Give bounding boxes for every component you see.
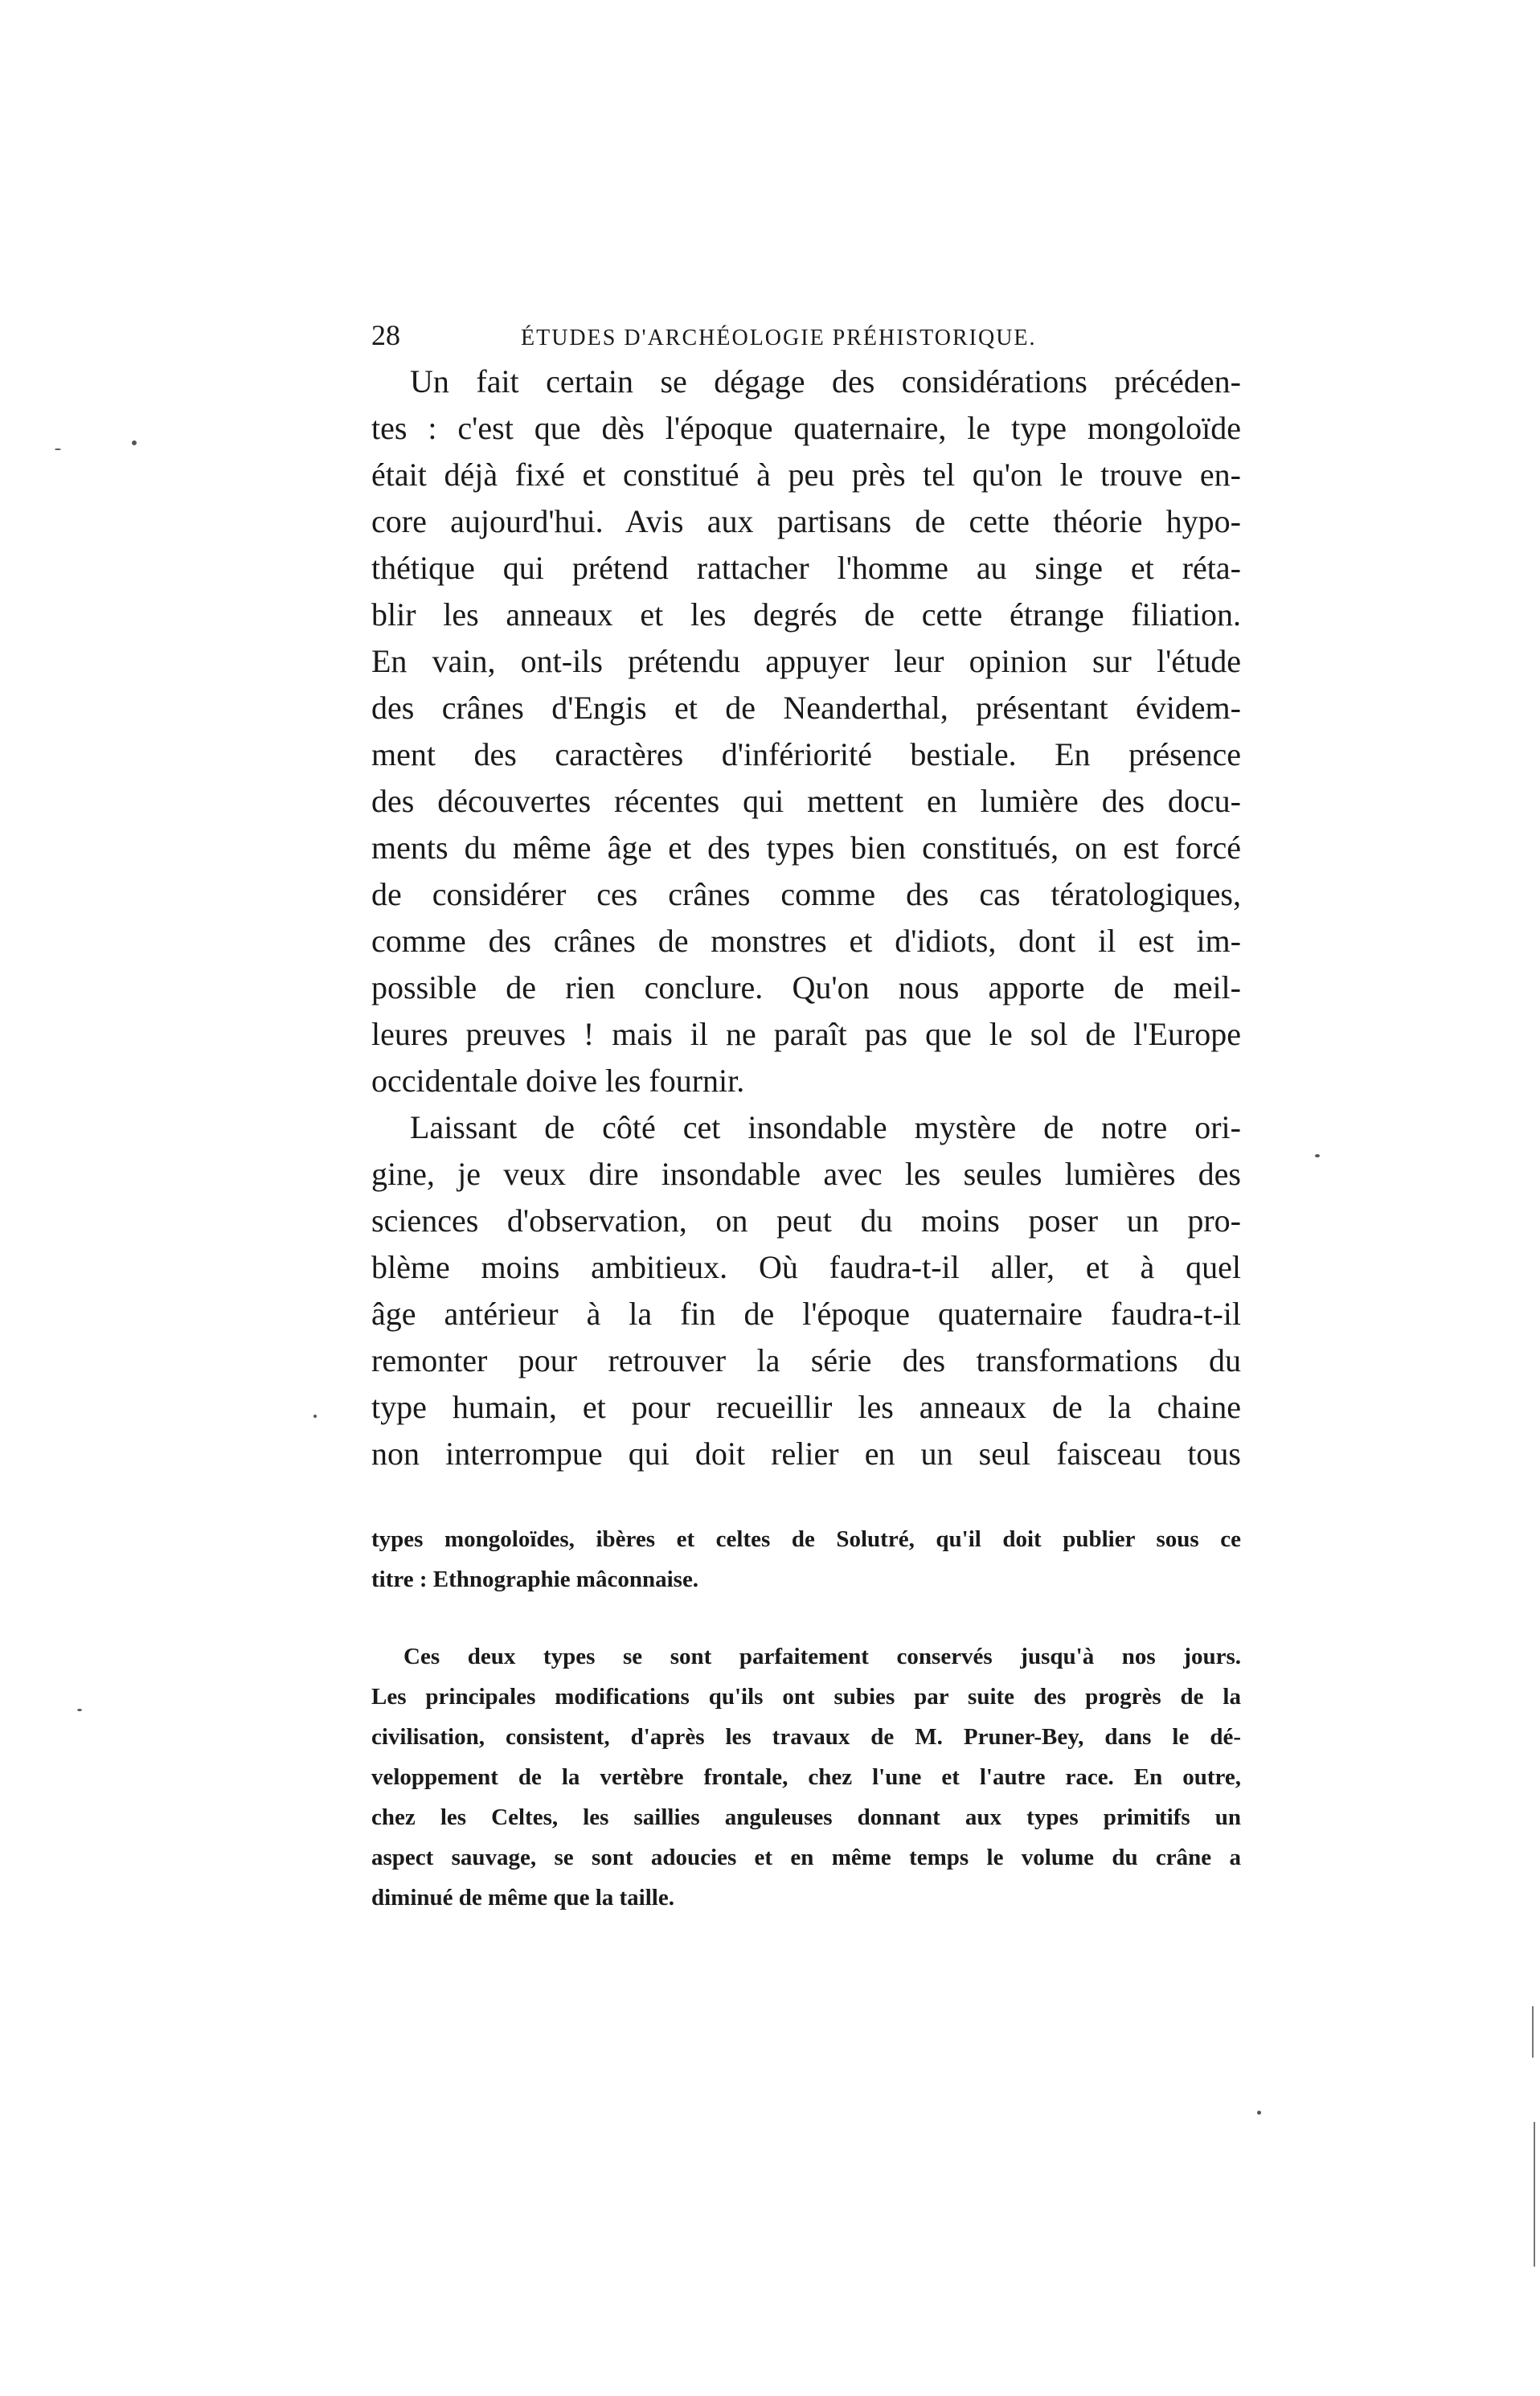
paragraph-line: blir les anneaux et les degrés de cette étrange filiation. [371, 596, 1241, 633]
ink-speck [55, 448, 61, 450]
paragraph-line: tes : c'est que dès l'époque quaternaire, le type mongoloïde [371, 410, 1241, 446]
paragraph-line: sciences d'observation, on peut du moins poser un pro- [371, 1202, 1241, 1239]
paragraph-line: thétique qui prétend rattacher l'homme au singe et réta- [371, 550, 1241, 586]
paragraph-line: En vain, ont-ils prétendu appuyer leur opinion sur l'étude [371, 643, 1241, 679]
ink-speck [313, 1415, 317, 1418]
paragraph-line: Laissant de côté cet insondable mystère de notre ori- [410, 1109, 1241, 1145]
paragraph-line: possible de rien conclure. Qu'on nous apporte de meil- [371, 969, 1241, 1006]
paragraph-line: blème moins ambitieux. Où faudra-t-il aller, et à quel [371, 1249, 1241, 1285]
ink-speck [77, 1709, 82, 1711]
paragraph-line: des découvertes récentes qui mettent en lumière des docu- [371, 783, 1241, 819]
paragraph-line: non interrompue qui doit relier en un seul faisceau tous [371, 1436, 1241, 1472]
footnote-line: Les principales modifications qu'ils ont subies par suite des progrès de la [371, 1684, 1241, 1710]
paragraph-line: Un fait certain se dégage des considérations précéden- [410, 363, 1241, 399]
footnote-line: chez les Celtes, les saillies anguleuses donnant aux types primitifs un [371, 1804, 1241, 1830]
ink-speck [1257, 2111, 1261, 2115]
paragraph-line: core aujourd'hui. Avis aux partisans de cette théorie hypo- [371, 503, 1241, 539]
page-header [371, 315, 1241, 355]
paragraph-line: gine, je veux dire insondable avec les seules lumières des [371, 1156, 1241, 1192]
page-edge-mark [1534, 2122, 1535, 2267]
paragraph-line: comme des crânes de monstres et d'idiots, dont il est im- [371, 923, 1241, 959]
page-edge-mark [1532, 2006, 1534, 2058]
paragraph-line: occidentale doive les fournir. [371, 1063, 745, 1099]
footnote-line: diminué de même que la taille. [371, 1885, 674, 1911]
paragraph-line: ments du même âge et des types bien constitués, on est forcé [371, 829, 1241, 866]
ink-speck [1315, 1154, 1320, 1157]
paragraph-line: des crânes d'Engis et de Neanderthal, présentant évidem- [371, 690, 1241, 726]
paragraph-line: ment des caractères d'infériorité bestiale. En présence [371, 736, 1241, 772]
footnote [371, 1636, 1241, 1918]
footnote-line: civilisation, consistent, d'après les travaux de M. Pruner-Bey, dans le dé- [371, 1724, 1241, 1750]
footnote-line: aspect sauvage, se sont adoucies et en même temps le volume du crâne a [371, 1845, 1241, 1870]
paragraph-line: âge antérieur à la fin de l'époque quaternaire faudra-t-il [371, 1296, 1241, 1332]
paragraph-line: remonter pour retrouver la série des transformations du [371, 1342, 1241, 1378]
footnote-line: types mongoloïdes, ibères et celtes de Solutré, qu'il doit publier sous ce [371, 1526, 1241, 1552]
footnote-line: veloppement de la vertèbre frontale, chez l'une et l'autre race. En outre, [371, 1764, 1241, 1790]
footnote-line: Ces deux types se sont parfaitement conservés jusqu'à nos jours. [403, 1644, 1241, 1669]
ink-speck [132, 440, 137, 445]
page-number: 28 [371, 319, 400, 351]
paragraph-line: était déjà fixé et constitué à peu près tel qu'on le trouve en- [371, 457, 1241, 493]
main-text [371, 358, 1241, 1477]
paragraph-line: type humain, et pour recueillir les anneaux de la chaine [371, 1389, 1241, 1425]
footnote-line: titre : Ethnographie mâconnaise. [371, 1567, 699, 1592]
paragraph-line: leures preuves ! mais il ne paraît pas que le sol de l'Europe [371, 1016, 1241, 1052]
footnote-continuation [371, 1519, 1241, 1599]
running-title: ÉTUDES D'ARCHÉOLOGIE PRÉHISTORIQUE. [521, 326, 1037, 350]
paragraph-line: de considérer ces crânes comme des cas tératologiques, [371, 876, 1241, 912]
